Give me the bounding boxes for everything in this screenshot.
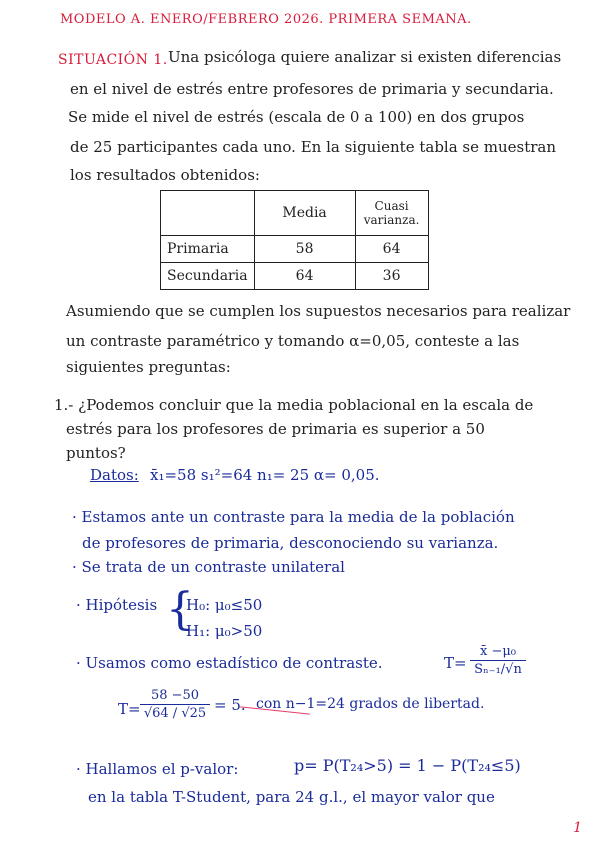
formula-lhs: T= [444,654,467,672]
table-cell: 64 [355,236,428,263]
table-header-cell: Cuasi varianza. [355,191,428,236]
question-line-1: 1.- ¿Podemos concluir que la media poblacional en la escala de [54,396,534,414]
calc-result: = 5. [214,696,246,714]
table-cell: Secundaria [161,263,255,290]
table-cell: 64 [254,263,355,290]
situation-line-3: Se mide el nivel de estrés (escala de 0 a 100) en dos grupos [68,108,525,126]
situation-line-2: en el nivel de estrés entre profesores de primaria y secundaria. [70,80,554,98]
question-line-2: estrés para los profesores de primaria es superior a 50 [66,420,485,438]
null-hypothesis: H₀: μ₀≤50 [186,596,263,614]
table-cell: 58 [254,236,355,263]
table-header-cell [161,191,255,236]
hipotesis-label: · Hipótesis [76,596,158,614]
calc-text: con n−1=24 grados de libertad. [256,696,485,712]
formula-denominator: Sₙ₋₁/√n [474,662,522,677]
table-cell: 36 [355,263,428,290]
pvalue-label: · Hallamos el p-valor: [76,760,239,778]
results-table [160,190,429,290]
answer-line-1: · Estamos ante un contraste para la media de la población [72,508,515,526]
table-cell: Primaria [161,236,255,263]
calc-denominator: √64 / √25 [143,706,207,721]
situation-label: SITUACIÓN 1. [58,52,168,68]
page-header: MODELO A. ENERO/FEBRERO 2026. PRIMERA SEMANA. [60,12,472,27]
page-number: 1 [573,820,582,836]
alternative-hypothesis: H₁: μ₀>50 [186,622,263,640]
table-row [161,236,429,263]
formula-numerator: x̄ −μ₀ [479,644,517,659]
formula-fraction [470,644,526,677]
assumption-line-2: un contraste paramétrico y tomando α=0,05, conteste a las [66,332,520,350]
calc-numerator: 58 −50 [150,688,200,703]
assumption-line-1: Asumiendo que se cumplen los supuestos necesarios para realizar [66,302,571,320]
table-row [161,263,429,290]
answer-line-3: · Se trata de un contraste unilateral [72,558,345,576]
table-header-row [161,191,429,236]
answer-line-2: de profesores de primaria, desconociendo su varianza. [82,534,499,552]
situation-line-5: los resultados obtenidos: [70,166,260,184]
situation-line-4: de 25 participantes cada uno. En la siguiente tabla se muestran [70,138,557,156]
calc-lhs: T= [118,700,141,718]
datos-label: Datos: [90,466,139,484]
assumption-line-3: siguientes preguntas: [66,358,231,376]
table-header-cell: Media [254,191,355,236]
calc-fraction [140,688,210,721]
pvalue-expression: p= P(T₂₄>5) = 1 − P(T₂₄≤5) [294,756,521,775]
question-line-3: puntos? [66,444,126,462]
hypothesis-brace: { [166,584,194,635]
answer-last-line: en la tabla T-Student, para 24 g.l., el mayor valor que [88,788,495,806]
estadistico-line: · Usamos como estadístico de contraste. [76,654,383,672]
situation-line-1: Una psicóloga quiere analizar si existen diferencias [168,48,562,66]
datos-values: x̄₁=58 s₁²=64 n₁= 25 α= 0,05. [150,466,380,484]
